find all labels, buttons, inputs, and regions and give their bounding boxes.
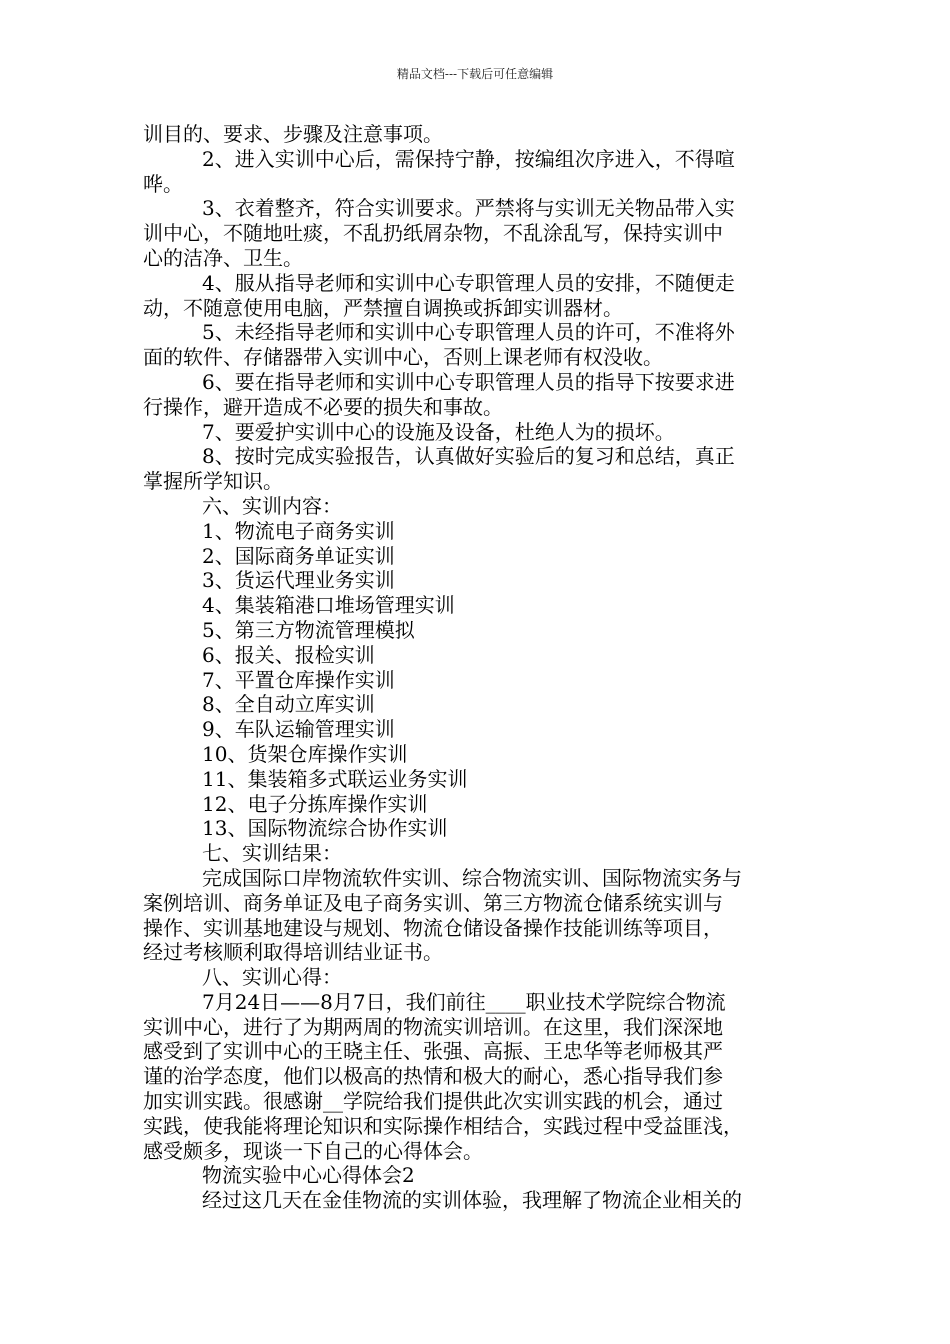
text-line: 加实训实践。很感谢__学院给我们提供此次实训实践的机会，通过	[143, 1089, 723, 1114]
text-line: 案例培训、商务单证及电子商务实训、第三方物流仓储系统实训与	[143, 890, 723, 915]
text-line: 7月24日——8月7日，我们前往____职业技术学院综合物流	[202, 989, 726, 1014]
text-line: 4、服从指导老师和实训中心专职管理人员的安排，不随便走	[202, 270, 735, 295]
text-line: 11、集装箱多式联运业务实训	[202, 766, 468, 791]
text-line: 心的洁净、卫生。	[143, 245, 303, 270]
text-line: 哗。	[143, 171, 183, 196]
page-header: 精品文档---下载后可任意编辑	[396, 67, 554, 81]
text-line: 六、实训内容：	[202, 493, 342, 518]
text-line: 1、物流电子商务实训	[202, 518, 395, 543]
text-line: 完成国际口岸物流软件实训、综合物流实训、国际物流实务与	[202, 865, 742, 890]
text-line: 面的软件、存储器带入实训中心，否则上课老师有权没收。	[143, 345, 663, 370]
text-line: 实训中心，进行了为期两周的物流实训培训。在这里，我们深深地	[143, 1014, 723, 1039]
text-line: 6、报关、报检实训	[202, 642, 375, 667]
text-line: 经过这几天在金佳物流的实训体验，我理解了物流企业相关的	[202, 1188, 742, 1213]
text-line: 3、衣着整齐，符合实训要求。严禁将与实训无关物品带入实	[202, 196, 735, 221]
text-line: 实践，使我能将理论知识和实际操作相结合，实践过程中受益匪浅，	[143, 1113, 743, 1138]
text-line: 12、电子分拣库操作实训	[202, 791, 428, 816]
text-line: 5、未经指导老师和实训中心专职管理人员的许可，不准将外	[202, 320, 735, 345]
text-line: 物流实验中心心得体会2	[202, 1163, 415, 1188]
text-line: 谨的治学态度，他们以极高的热情和极大的耐心，悉心指导我们参	[143, 1064, 723, 1089]
text-line: 3、货运代理业务实训	[202, 568, 395, 593]
text-line: 8、全自动立库实训	[202, 692, 375, 717]
text-line: 经过考核顺利取得培训结业证书。	[143, 940, 443, 965]
text-line: 5、第三方物流管理模拟	[202, 617, 415, 642]
text-line: 13、国际物流综合协作实训	[202, 816, 448, 841]
text-line: 10、货架仓库操作实训	[202, 741, 408, 766]
text-line: 6、要在指导老师和实训中心专职管理人员的指导下按要求进	[202, 369, 735, 394]
text-line: 训中心，不随地吐痰，不乱扔纸屑杂物，不乱涂乱写，保持实训中	[143, 221, 723, 246]
text-line: 9、车队运输管理实训	[202, 717, 395, 742]
text-line: 4、集装箱港口堆场管理实训	[202, 593, 455, 618]
text-line: 2、进入实训中心后，需保持宁静，按编组次序进入，不得喧	[202, 146, 735, 171]
text-line: 感受颇多，现谈一下自己的心得体会。	[143, 1138, 483, 1163]
text-line: 行操作，避开造成不必要的损失和事故。	[143, 394, 503, 419]
text-line: 操作、实训基地建设与规划、物流仓储设备操作技能训练等项目，	[143, 915, 723, 940]
text-line: 训目的、要求、步骤及注意事项。	[143, 122, 443, 146]
text-line: 八、实训心得：	[202, 965, 342, 990]
text-line: 掌握所学知识。	[143, 469, 283, 494]
text-line: 2、国际商务单证实训	[202, 543, 395, 568]
text-line: 7、平置仓库操作实训	[202, 667, 395, 692]
text-line: 动，不随意使用电脑，严禁擅自调换或拆卸实训器材。	[143, 295, 623, 320]
text-line: 7、要爱护实训中心的设施及设备，杜绝人为的损坏。	[202, 419, 675, 444]
text-line: 七、实训结果：	[202, 841, 342, 866]
document-body	[143, 122, 813, 1213]
text-line: 感受到了实训中心的王晓主任、张强、高振、王忠华等老师极其严	[143, 1039, 723, 1064]
text-line: 8、按时完成实验报告，认真做好实验后的复习和总结，真正	[202, 444, 735, 469]
